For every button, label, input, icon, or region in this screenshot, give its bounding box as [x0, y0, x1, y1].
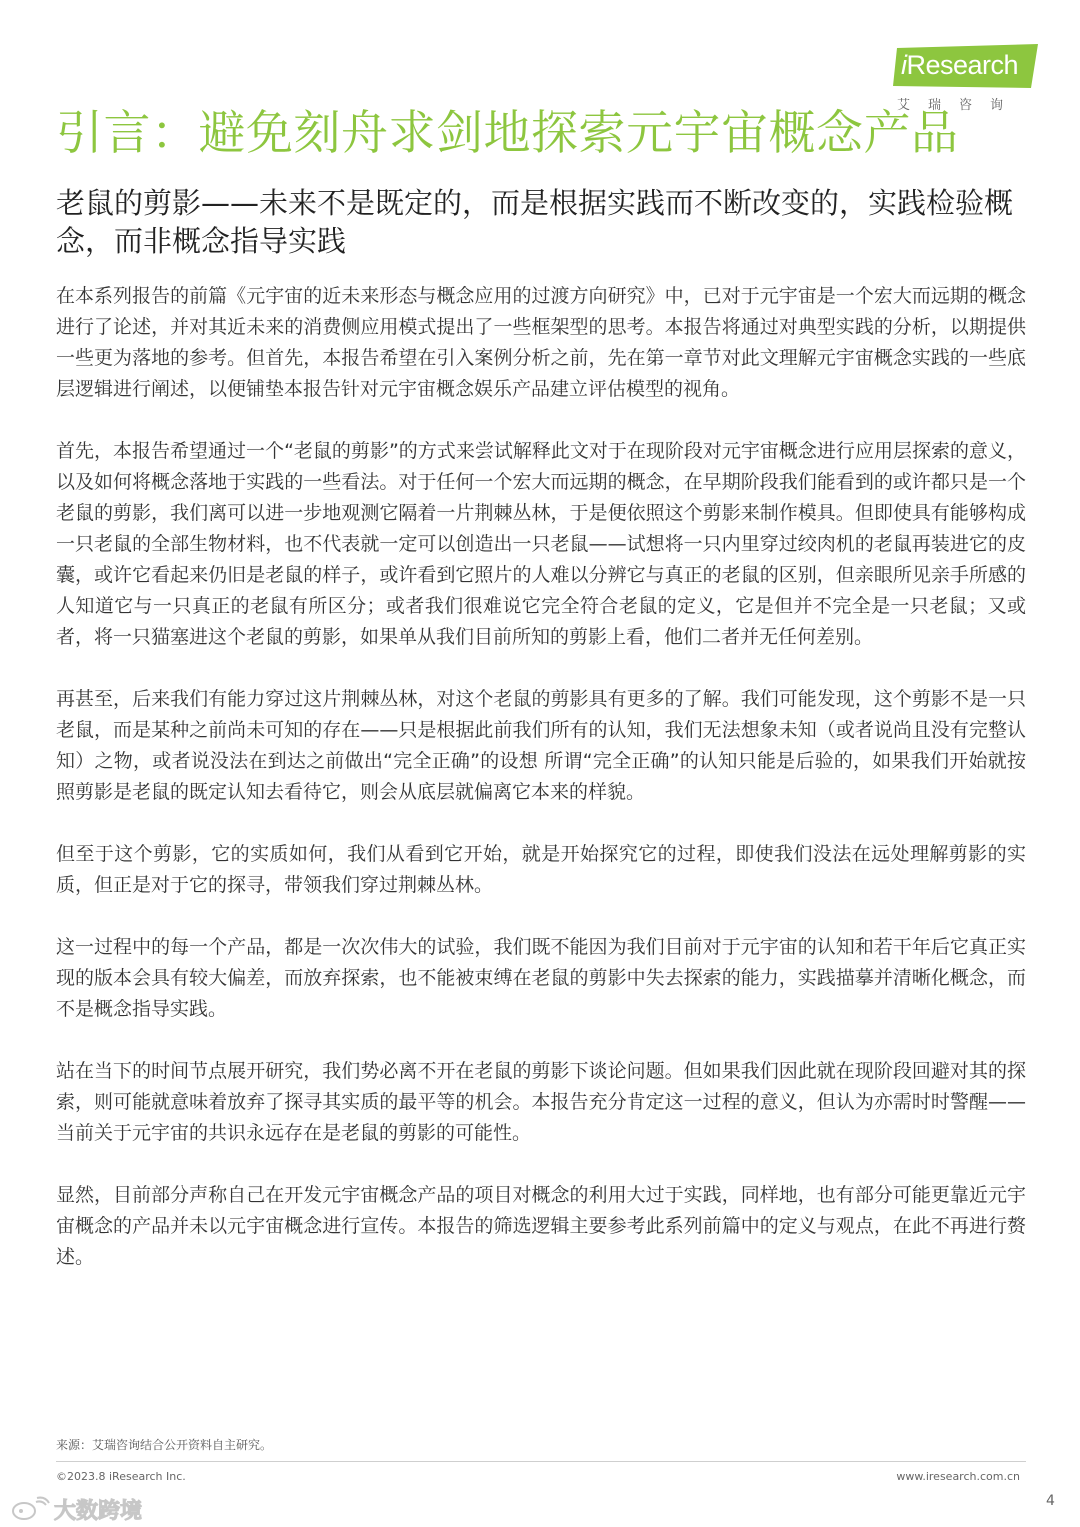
body-text: [56, 281, 1026, 1304]
paragraph: 但至于这个剪影，它的实质如何，我们从看到它开始，就是开始探究它的过程，即使我们没法在远处理解剪影的实质，但正是对于它的探寻，带领我们穿过荆棘丛林。: [56, 843, 1026, 896]
watermark: [10, 1494, 150, 1524]
watermark-icon: [10, 1496, 50, 1522]
paragraph: 在本系列报告的前篇《元宇宙的近未来形态与概念应用的过渡方向研究》中，已对于元宇宙是一个宏大而远期的概念进行了论述，并对其近未来的消费侧应用模式提出了一些框架型的思考。本报告将通过对典型实践的分析，以期提供一些更为落地的参考。但首先，本报告希望在引入案例分析之前，先在第一章节对此文理解元宇宙概念实践的一些底层逻辑进行阐述，以便铺垫本报告针对元宇宙概念娱乐产品建立评估模型的视角。: [56, 285, 1026, 400]
logo-chinese-name: 艾瑞咨询: [897, 98, 1022, 113]
watermark-text: 大数跨境: [54, 1499, 143, 1524]
page-number: 4: [1046, 1493, 1055, 1509]
page-subtitle: 老鼠的剪影——未来不是既定的，而是根据实践而不断改变的，实践检验概念，而非概念指导实践: [56, 186, 1014, 258]
page-title: 引言：避免刻舟求剑地探索元宇宙概念产品: [56, 106, 959, 161]
paragraph: 显然，目前部分声称自己在开发元宇宙概念产品的项目对概念的利用大过于实践，同样地，也有部分可能更靠近元宇宙概念的产品并未以元宇宙概念进行宣传。本报告的筛选逻辑主要参考此系列前篇中的定义与观点，在此不再进行赘述。: [56, 1184, 1026, 1268]
paragraph: 站在当下的时间节点展开研究，我们势必离不开在老鼠的剪影下谈论问题。但如果我们因此就在现阶段回避对其的探索，则可能就意味着放弃了探寻其实质的最平等的机会。本报告充分肯定这一过程的意义，但认为亦需时时警醒——当前关于元宇宙的共识永远存在是老鼠的剪影的可能性。: [56, 1060, 1026, 1144]
paragraph: 首先，本报告希望通过一个“老鼠的剪影”的方式来尝试解释此文对于在现阶段对元宇宙概念进行应用层探索的意义，以及如何将概念落地于实践的一些看法。对于任何一个宏大而远期的概念，在早期阶段我们能看到的或许都只是一个老鼠的剪影，我们离可以进一步地观测它隔着一片荆棘丛林，于是便依照这个剪影来制作模具。但即使具有能够构成一只老鼠的全部生物材料，也不代表就一定可以创造出一只老鼠——试想将一只内里穿过绞肉机的老鼠再装进它的皮囊，或许它看起来仍旧是老鼠的样子，或许看到它照片的人难以分辨它与真正的老鼠的区别，但亲眼所见亲手所感的人知道它与一只真正的老鼠有所区分；或者我们很难说它完全符合老鼠的定义，它是但并不完全是一只老鼠；又或者，将一只猫塞进这个老鼠的剪影，如果单从我们目前所知的剪影上看，他们二者并无任何差别。: [56, 440, 1026, 648]
paragraph: 再甚至，后来我们有能力穿过这片荆棘丛林，对这个老鼠的剪影具有更多的了解。我们可能发现，这个剪影不是一只老鼠，而是某种之前尚未可知的存在——只是根据此前我们所有的认知，我们无法想象未知（或者说尚且没有完整认知）之物，或者说没法在到达之前做出“完全正确”的设想 所谓“完全正确”的认知只能是后验的，如果我们开始就按照剪影是老鼠的既定认知去看待它，则会从底层就偏离它本来的样貌。: [56, 688, 1026, 803]
logo-wordmark: iResearch: [901, 50, 1019, 80]
website-link[interactable]: www.iresearch.com.cn: [896, 1470, 1020, 1483]
source-note: 来源：艾瑞咨询结合公开资料自主研究。: [56, 1438, 273, 1452]
footer-divider: [56, 1461, 1026, 1462]
copyright: ©2023.8 iResearch Inc.: [56, 1470, 186, 1483]
paragraph: 这一过程中的每一个产品，都是一次次伟大的试验，我们既不能因为我们目前对于元宇宙的认知和若干年后它真正实现的版本会具有较大偏差，而放弃探索，也不能被束缚在老鼠的剪影中失去探索的能力，实践描摹并清晰化概念，而不是概念指导实践。: [56, 936, 1026, 1020]
